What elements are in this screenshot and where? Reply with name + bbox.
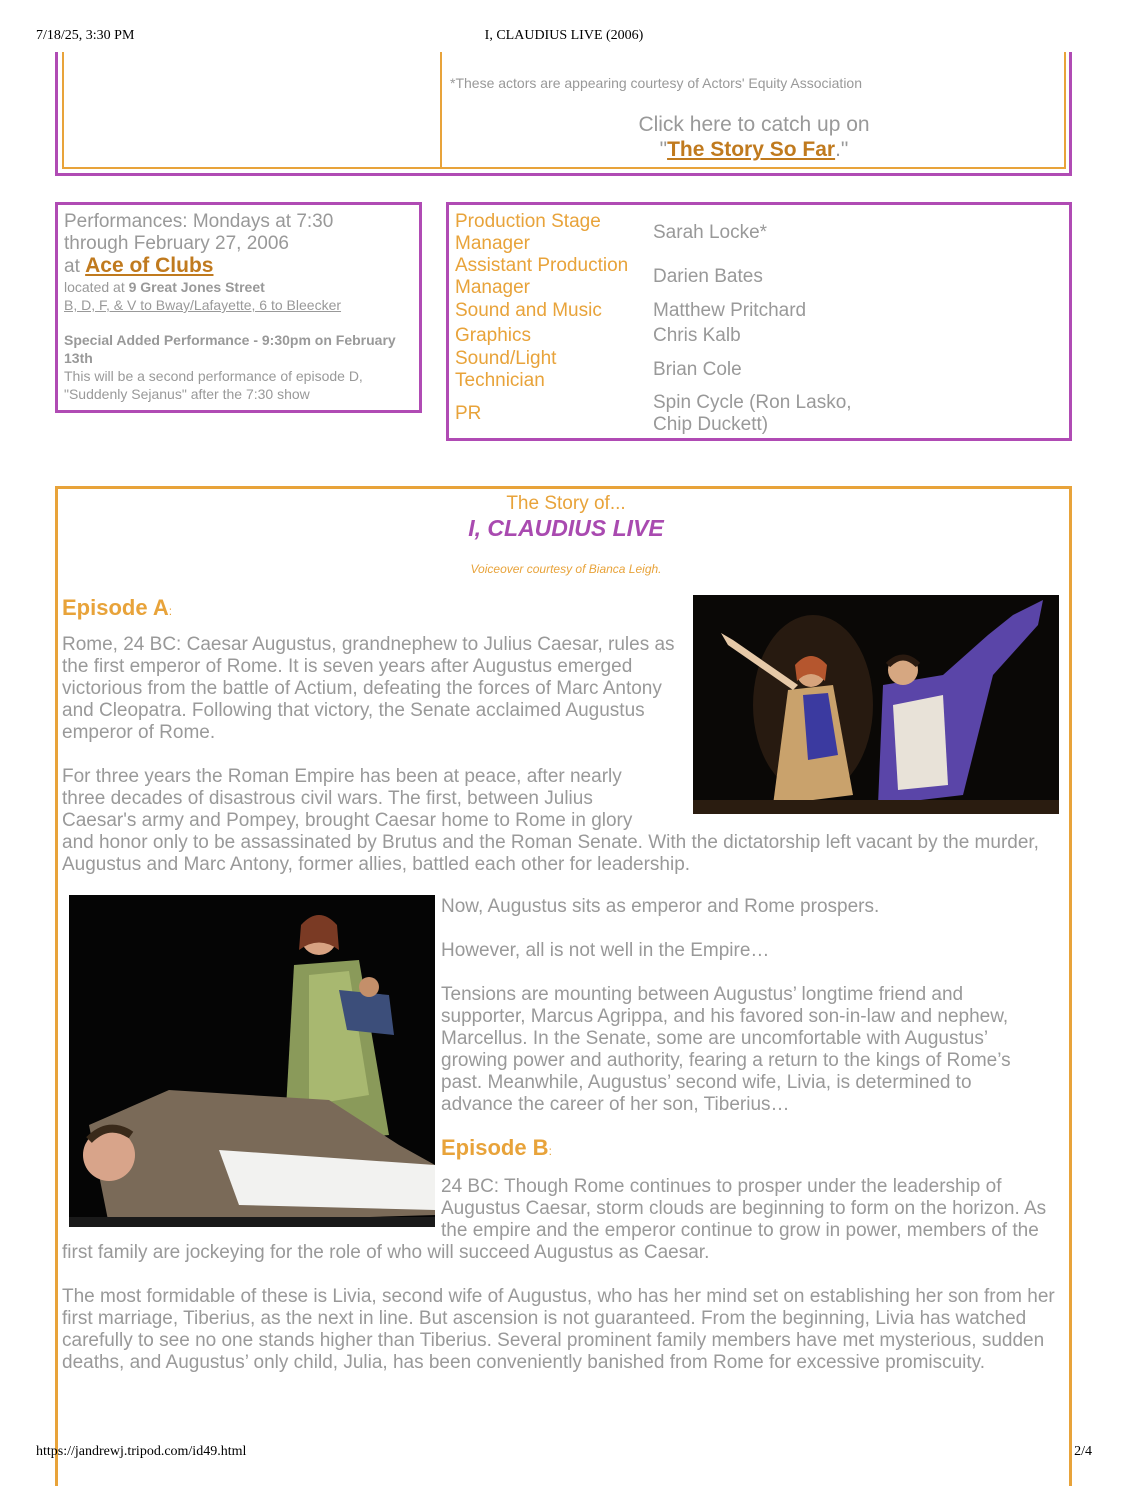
venue-link[interactable]: Ace of Clubs bbox=[85, 254, 214, 277]
episode-b-label: Episode B bbox=[441, 1135, 549, 1160]
episode-a-paragraph-5: Tensions are mounting between Augustus’ longtime friend and supporter, Marcus Agrippa, and his favored son-in-law and nephew, Marcellus. In the Senate, some are uncomfortable with Augustus’ growing power and authority, fearing a return to the kings of Rome’s past. Meanwhile, Augustus’ second wife, Livia, is determined to advance the career of her son, Tiberius… bbox=[441, 984, 1011, 1115]
staff-role: PR bbox=[455, 403, 482, 424]
staff-name: Brian Cole bbox=[653, 359, 742, 380]
address: 9 Great Jones Street bbox=[128, 279, 265, 295]
catchup-line: Click here to catch up on bbox=[638, 113, 870, 136]
performance-box bbox=[55, 202, 422, 413]
episode-a-heading bbox=[62, 595, 172, 621]
staff-role: Assistant Production Manager bbox=[455, 255, 629, 298]
staff-name: Spin Cycle (Ron Lasko, Chip Duckett) bbox=[653, 392, 852, 435]
added-performance-title: Special Added Performance - 9:30pm on February 13th bbox=[64, 332, 396, 366]
staff-role: Sound and Music bbox=[455, 300, 602, 321]
print-datetime: 7/18/25, 3:30 PM bbox=[36, 28, 135, 43]
episode-a-label: Episode A bbox=[62, 595, 169, 620]
stage-photo-augustus bbox=[693, 595, 1059, 814]
added-performance-note: This will be a second performance of episode D, "Suddenly Sejanus" after the 7:30 show bbox=[64, 368, 363, 402]
quote-open: " bbox=[659, 138, 668, 161]
performance-line-1: Performances: Mondays at 7:30 bbox=[64, 211, 334, 232]
located-prefix: located at bbox=[64, 279, 129, 295]
story-subtitle: I, CLAUDIUS LIVE bbox=[468, 515, 664, 541]
staff-name: Chris Kalb bbox=[653, 325, 741, 346]
colon: : bbox=[168, 604, 173, 618]
at-label: at bbox=[64, 256, 86, 277]
venue-line bbox=[64, 255, 413, 278]
catchup-block bbox=[442, 112, 1066, 162]
story-so-far-link[interactable]: The Story So Far bbox=[667, 138, 836, 161]
staff-name: Matthew Pritchard bbox=[653, 300, 807, 321]
address-line bbox=[64, 278, 413, 296]
voiceover-credit: Voiceover courtesy of Bianca Leigh. bbox=[470, 562, 662, 576]
performance-line-2: through February 27, 2006 bbox=[64, 233, 289, 254]
print-page-number: 2/4 bbox=[1074, 1444, 1092, 1459]
staff-box bbox=[446, 202, 1072, 441]
staff-role: Production Stage Manager bbox=[455, 211, 601, 254]
print-url: https://jandrewj.tripod.com/id49.html bbox=[36, 1444, 247, 1459]
colon: : bbox=[548, 1144, 552, 1158]
episode-a-paragraph-4: However, all is not well in the Empire… bbox=[441, 940, 770, 961]
staff-role: Graphics bbox=[455, 325, 532, 346]
episode-b-paragraph-2: The most formidable of these is Livia, second wife of Augustus, who has her mind set on establishing her son from her first marriage, Tiberius, as the next in line. But ascension is not guaranteed. From the beginning, Livia has watched carefully to see no one stands higher than Tiberius. Several prominent family members have met mysterious, sudden deaths, and Augustus’ only child, Julia, has been conveniently banished from Rome for excessive promiscuity. bbox=[62, 1286, 1055, 1373]
quote-close: ." bbox=[835, 138, 849, 161]
episode-b-heading bbox=[441, 1135, 552, 1161]
equity-note: *These actors are appearing courtesy of Actors' Equity Association bbox=[450, 75, 863, 91]
episode-b-paragraph-1a: 24 BC: Though Rome continues to prosper under the leadership of Augustus Caesar, storm clouds are beginning to form on the horizon. As the empire and the emperor continue to grow in power, members of the bbox=[441, 1176, 1047, 1241]
episode-a-paragraph-3: Now, Augustus sits as emperor and Rome prospers. bbox=[441, 896, 880, 917]
episode-b-paragraph-1b: first family are jockeying for the role of who will succeed Augustus as Caesar. bbox=[62, 1242, 710, 1263]
episode-a-paragraph-2b: and honor only to be assassinated by Brutus and the Roman Senate. With the dictatorship left vacant by the murder, Augustus and Marc Antony, former allies, battled each other for leadership. bbox=[62, 832, 1039, 875]
staff-name: Sarah Locke* bbox=[653, 222, 768, 243]
print-title: I, CLAUDIUS LIVE (2006) bbox=[484, 28, 644, 43]
transit-link[interactable]: B, D, F, & V to Bway/Lafayette, 6 to Bleecker bbox=[64, 297, 342, 313]
staff-role: Sound/Light Technician bbox=[455, 348, 557, 391]
episode-a-paragraph-2a: For three years the Roman Empire has been at peace, after nearly three decades of disastrous civil wars. The first, between Julius Caesar's army and Pompey, brought Caesar home to Rome in glory bbox=[62, 766, 633, 831]
catchup-link-line bbox=[442, 137, 1066, 162]
print-footer bbox=[36, 1444, 1092, 1464]
print-header bbox=[36, 28, 1092, 48]
stage-photo-livia bbox=[69, 895, 435, 1227]
story-title: The Story of... bbox=[506, 493, 626, 514]
staff-name: Darien Bates bbox=[653, 266, 763, 287]
episode-a-paragraph-1: Rome, 24 BC: Caesar Augustus, grandnephew to Julius Caesar, rules as the first emperor of Rome. It is seven years after Augustus emerged victorious from the battle of Actium, defeating the forces of Marc Antony and Cleopatra. Following that victory, the Senate acclaimed Augustus emperor of Rome. bbox=[62, 634, 675, 743]
transit-line bbox=[64, 296, 413, 315]
